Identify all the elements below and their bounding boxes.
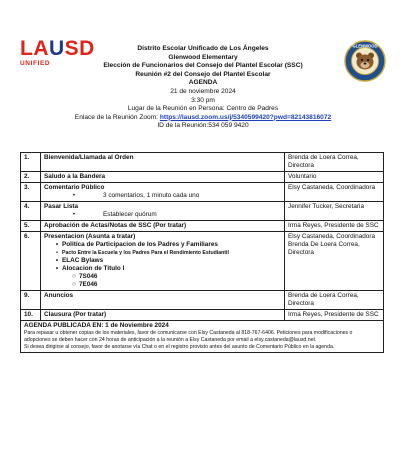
- item-presenter: Brenda de Loera Correa, Directora: [285, 153, 384, 172]
- item-title: [41, 183, 285, 202]
- item-number: 10.: [21, 310, 41, 321]
- bullet-item: [44, 241, 281, 249]
- meeting-date: 21 de noviembre 2024: [170, 87, 236, 95]
- bullet-icon: •: [55, 265, 59, 272]
- agenda-row: [21, 202, 384, 221]
- item-number: 9.: [21, 291, 41, 310]
- bullet-text: 3 comentarios, 1 minuto cada uno: [103, 192, 200, 199]
- bullet-item: [44, 192, 281, 200]
- circle-bullet-icon: ○: [72, 281, 76, 288]
- bullet-icon: •: [55, 241, 59, 248]
- item-title-text: Clausura (Por tratar): [44, 311, 107, 318]
- public-comment-note: Si desea dirigirse al consejo, favor de anotarse vía Chat o en el registro provisto antes del asunto de Comentario Público en la agenda.: [24, 343, 335, 350]
- logo-text-u: U: [49, 37, 65, 60]
- agenda-row: [21, 291, 384, 310]
- bullet-icon: •: [72, 192, 76, 199]
- item-title-text: Pasar Lista: [44, 203, 79, 210]
- item-title: [41, 310, 285, 321]
- item-title: [41, 221, 285, 232]
- zoom-link[interactable]: https://lausd.zoom.us/j/5340599420?pwd=82143816072: [159, 113, 332, 121]
- item-presenter: Jennifer Tucker, Secretaria: [285, 202, 384, 221]
- item-presenter: Irma Reyes, Presidente de SSC: [285, 221, 384, 232]
- item-title-text: Comentario Público: [44, 184, 105, 191]
- agenda-title: AGENDA: [188, 79, 218, 87]
- meeting-type: Elección de Funcionarios del Consejo del Plantel Escolar (SSC): [103, 62, 303, 70]
- meeting-id-line: [0, 122, 406, 131]
- item-title: [41, 172, 285, 183]
- logo-text-sd: SD: [64, 37, 95, 60]
- sub-bullet-item: [44, 281, 281, 289]
- bullet-icon: •: [55, 257, 59, 264]
- presenter-1: Elsy Castaneda, Coordinadora: [288, 233, 376, 240]
- meeting-location: Lugar de la Reunión en Persona: Centro de Padres: [127, 105, 279, 113]
- agenda-row: [21, 153, 384, 172]
- item-title-text: Bienvenida/Llamada al Orden: [44, 154, 134, 161]
- zoom-label: Enlace de la Reunión Zoom:: [74, 113, 160, 121]
- meeting-number: Reunión #2 del Consejo del Plantel Escolar: [135, 70, 271, 78]
- agenda-table: [20, 152, 384, 353]
- presenter-2: Brenda De Loera Correa, Directora: [288, 241, 360, 256]
- item-title-text: Presentacion (Asunta a tratar): [44, 233, 136, 240]
- agenda-row: [21, 221, 384, 232]
- bullet-text: ELAC Bylaws: [62, 257, 104, 264]
- seal-lettering: GLENWOOD: [352, 43, 378, 49]
- item-title-text: Anuncios: [44, 292, 74, 299]
- bullet-item: [44, 265, 281, 273]
- bullet-text: Pacto Entre la Escuela y los Padres Para el Rendimiento Estudiantil: [62, 250, 229, 256]
- agenda-row: [21, 172, 384, 183]
- item-title: [41, 291, 285, 310]
- agenda-row: [21, 183, 384, 202]
- item-number: 5.: [21, 221, 41, 232]
- sub-bullet-item: [44, 273, 281, 281]
- agenda-header: [0, 45, 406, 131]
- school-name: Glenwood Elementary: [168, 53, 238, 61]
- bullet-text: Establecer quórum: [103, 211, 157, 218]
- item-presenter: Voluntario: [285, 172, 384, 183]
- item-number: 2.: [21, 172, 41, 183]
- item-number: 1.: [21, 153, 41, 172]
- bullet-item: [44, 211, 281, 219]
- item-number: 4.: [21, 202, 41, 221]
- logo-text-la: LA: [20, 37, 49, 60]
- bullet-item: [44, 249, 281, 257]
- sub-bullet-text: 7E046: [79, 281, 98, 288]
- item-title: [41, 202, 285, 221]
- footer-cell: [21, 321, 384, 353]
- meeting-id-label: ID de la Reunión:: [157, 122, 209, 130]
- item-title: [41, 232, 285, 291]
- bullet-icon: •: [72, 211, 76, 218]
- zoom-line: [0, 114, 406, 123]
- materials-note: Para repasar u obtener copias de los materiales, favor de comunicarse con Elsy Castaneda al 818-767-6406. Peticiones para modificaciones o adopciones se deben hacer con 24 horas de anticipación a la reunión a Elsy Castaneda por email a elsy.castaneda@lausd.net.: [24, 330, 353, 343]
- district-name: Distrito Escolar Unificado de Los Ángeles: [137, 45, 269, 52]
- item-title: [41, 153, 285, 172]
- item-number: 3.: [21, 183, 41, 202]
- meeting-time: 3:30 pm: [191, 96, 215, 104]
- item-presenter: Brenda de Loera Correa, Directora: [285, 291, 384, 310]
- meeting-id-value: 534 059 9420: [208, 122, 249, 130]
- bullet-item: [44, 257, 281, 265]
- sub-bullet-text: 7S046: [79, 273, 98, 280]
- agenda-row: [21, 310, 384, 321]
- item-presenter: Irma Reyes, Presidente de SSC: [285, 310, 384, 321]
- item-presenter: Elsy Castaneda, Coordinadora: [285, 183, 384, 202]
- logo-subtext: UNIFIED: [20, 60, 51, 67]
- item-presenter: [285, 232, 384, 291]
- published-date: AGENDA PUBLICADA EN: 1 de Noviembre 2024: [24, 322, 169, 329]
- bullet-icon: •: [56, 250, 58, 256]
- item-title-text: Saludo a la Bandera: [44, 173, 106, 180]
- circle-bullet-icon: ○: [72, 273, 76, 280]
- item-title-text: Aprobación de Actas/Notas de SSC (Por tratar): [44, 222, 187, 229]
- agenda-row: [21, 232, 384, 291]
- item-number: 6.: [21, 232, 41, 291]
- bullet-text: Alocacion de Titulo I: [62, 265, 125, 272]
- bullet-text: Politica de Participacion de los Padres y Familiares: [62, 241, 218, 248]
- footer-row: [21, 321, 384, 353]
